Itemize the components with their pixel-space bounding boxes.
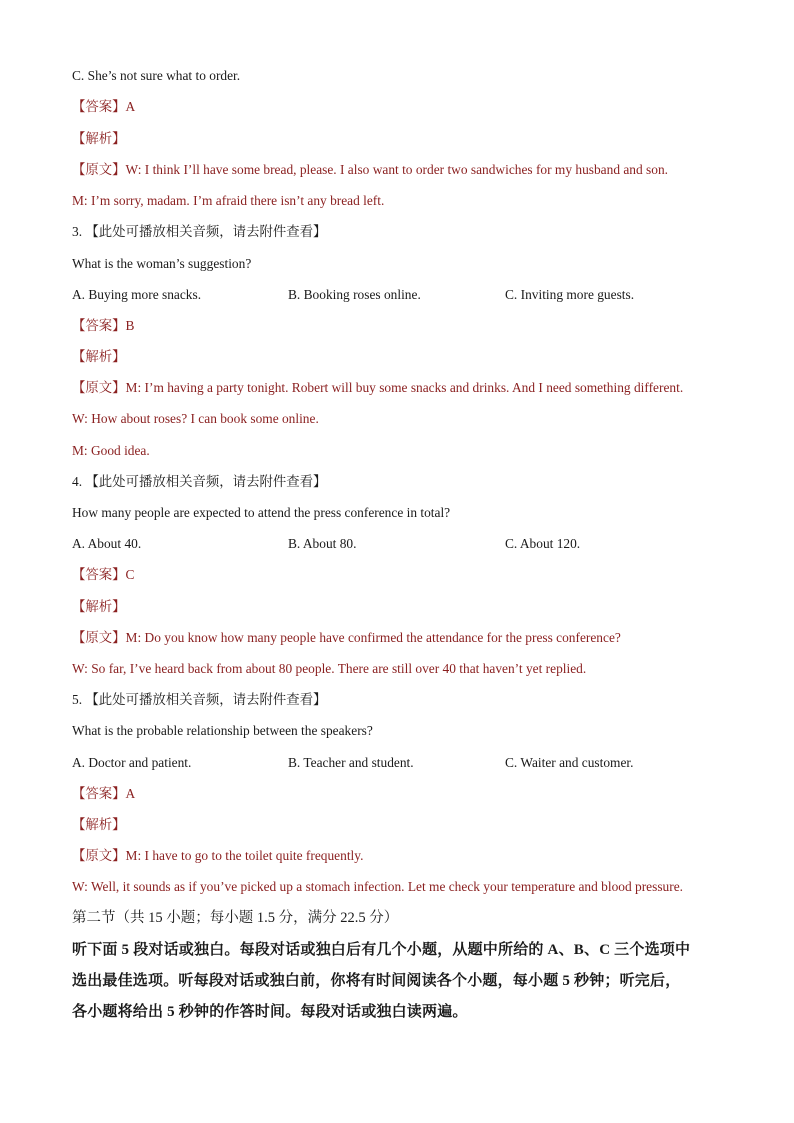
q4-option-c: C. About 120. [505, 536, 581, 551]
q2-option-c: C. She’s not sure what to order. [72, 68, 241, 83]
q2-answer: 【答案】A [72, 99, 136, 114]
section-2-instruction-line-2: 选出最佳选项。听每段对话或独白前，你将有时间阅读各个小题，每小题 5 秒钟；听完后， [72, 973, 681, 989]
q5-option-b: B. Teacher and student. [288, 755, 414, 770]
q4-question: How many people are expected to attend the press conference in total? [72, 505, 451, 520]
q3-answer: 【答案】B [72, 318, 135, 333]
q5-header: 5. 【此处可播放相关音频，请去附件查看】 [72, 692, 327, 707]
section-2-title: 第二节（共 15 小题；每小题 1.5 分，满分 22.5 分） [72, 910, 399, 926]
q3-transcript-2: W: How about roses? I can book some online. [72, 411, 319, 426]
q3-option-b: B. Booking roses online. [288, 287, 421, 302]
q3-analysis: 【解析】 [72, 349, 126, 364]
q5-option-c: C. Waiter and customer. [505, 755, 634, 770]
q4-option-a: A. About 40. [72, 536, 142, 551]
q3-header: 3. 【此处可播放相关音频，请去附件查看】 [72, 224, 327, 239]
q4-answer: 【答案】C [72, 567, 135, 582]
q4-transcript-2: W: So far, I’ve heard back from about 80 people. There are still over 40 that haven’t yet replied. [72, 661, 587, 676]
q4-option-b: B. About 80. [288, 536, 357, 551]
q3-transcript-3: M: Good idea. [72, 443, 150, 458]
q5-answer: 【答案】A [72, 786, 136, 801]
q5-transcript-1: 【原文】M: I have to go to the toilet quite frequently. [72, 848, 364, 863]
q5-transcript-2: W: Well, it sounds as if you’ve picked up a stomach infection. Let me check your temperature and blood pressure. [72, 879, 683, 894]
q5-option-a: A. Doctor and patient. [72, 755, 192, 770]
q5-analysis: 【解析】 [72, 817, 126, 832]
q4-header: 4. 【此处可播放相关音频，请去附件查看】 [72, 474, 327, 489]
q4-analysis: 【解析】 [72, 599, 126, 614]
q3-option-c: C. Inviting more guests. [505, 287, 635, 302]
q3-question: What is the woman’s suggestion? [72, 256, 252, 271]
q4-transcript-1: 【原文】M: Do you know how many people have confirmed the attendance for the press conference? [72, 630, 621, 645]
q2-transcript-2: M: I’m sorry, madam. I’m afraid there isn’t any bread left. [72, 193, 385, 208]
q3-transcript-1: 【原文】M: I’m having a party tonight. Robert will buy some snacks and drinks. And I need something different. [72, 380, 684, 395]
q2-analysis: 【解析】 [72, 131, 126, 146]
section-2-instruction-line-3: 各小题将给出 5 秒钟的作答时间。每段对话或独白读两遍。 [72, 1004, 468, 1020]
q2-transcript-1: 【原文】W: I think I’ll have some bread, please. I also want to order two sandwiches for my husband and son. [72, 162, 668, 177]
q3-option-a: A. Buying more snacks. [72, 287, 202, 302]
q5-question: What is the probable relationship between the speakers? [72, 723, 373, 738]
section-2-instruction-line-1: 听下面 5 段对话或独白。每段对话或独白后有几个小题，从题中所给的 A、B、C 三个选项中 [72, 942, 691, 958]
